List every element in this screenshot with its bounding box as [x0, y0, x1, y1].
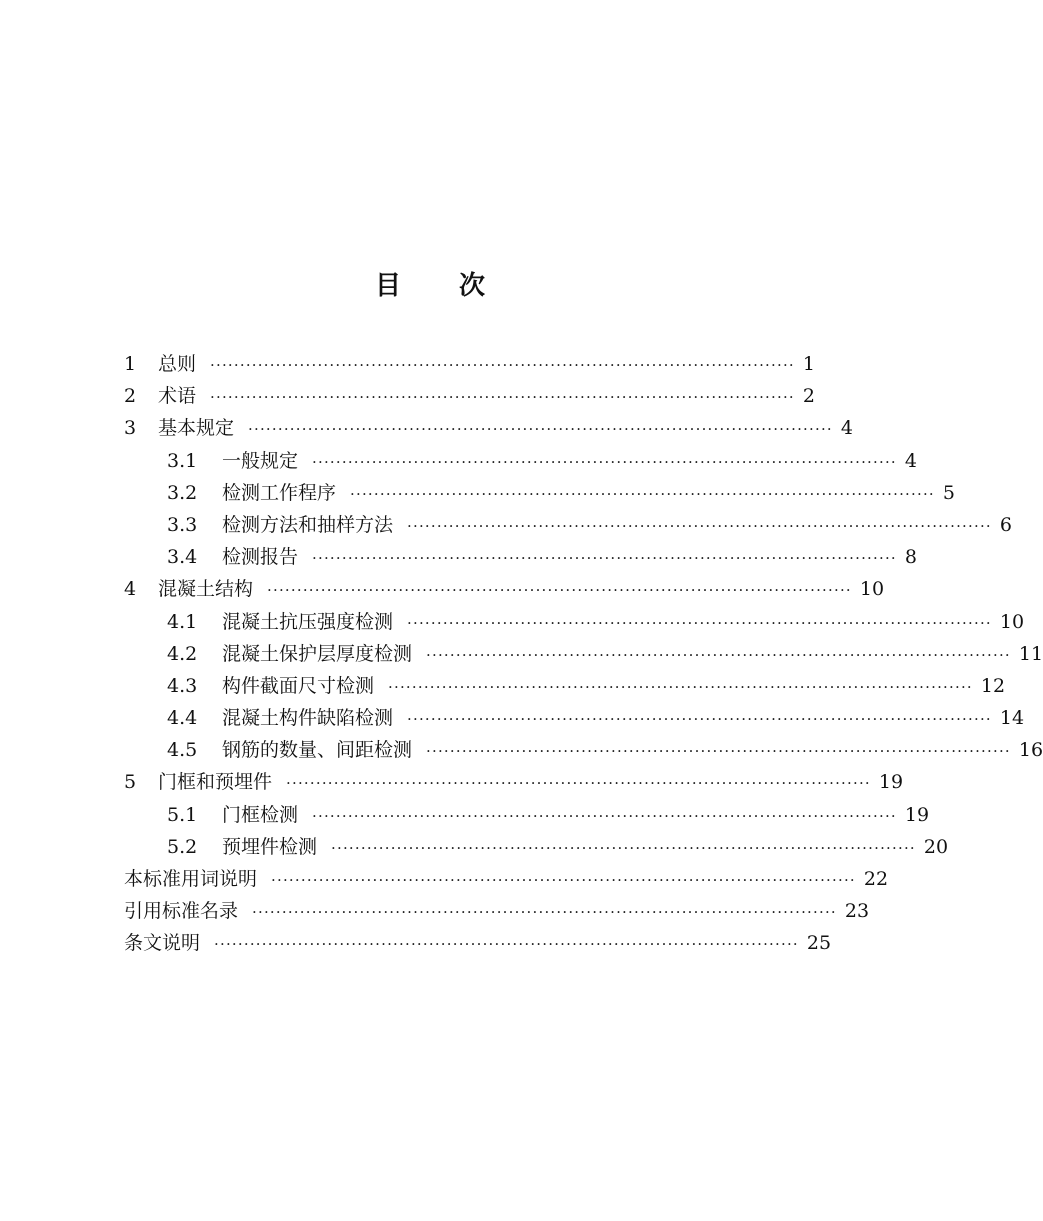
- toc-entry-label: 检测报告: [222, 546, 299, 569]
- toc-entry-label: 混凝土抗压强度检测: [222, 610, 394, 633]
- toc-list: [124, 348, 1043, 960]
- toc-entry-page: 12: [980, 674, 1006, 697]
- toc-entry-label: 门框检测: [222, 803, 299, 826]
- toc-leader-dots: ··································································································: [214, 935, 799, 954]
- toc-entry-page: 25: [806, 932, 832, 955]
- toc-leader-dots: ··································································································: [312, 806, 897, 825]
- toc-leader-dots: ··································································································: [248, 420, 833, 439]
- toc-entry-label: 预埋件检测: [222, 835, 318, 858]
- toc-entry[interactable]: [124, 895, 870, 927]
- toc-entry-page: 22: [863, 868, 889, 890]
- toc-leader-dots: ··································································································: [407, 516, 992, 535]
- toc-entry-label: 混凝土保护层厚度检测: [222, 642, 413, 665]
- toc-entry[interactable]: [124, 670, 1006, 702]
- toc-leader-dots: ··································································································: [312, 549, 897, 568]
- toc-entry[interactable]: [124, 606, 1025, 638]
- toc-entry-number: 3.4: [167, 546, 198, 569]
- toc-entry-number: 5.1: [167, 803, 198, 826]
- toc-leader-dots: ··································································································: [388, 677, 973, 696]
- toc-entry-number: 4.4: [167, 707, 198, 730]
- toc-leader-dots: ··································································································: [271, 871, 856, 889]
- toc-entry-label: 混凝土构件缺陷检测: [222, 707, 394, 730]
- toc-entry[interactable]: [124, 445, 917, 477]
- toc-leader-dots: ··································································································: [407, 710, 992, 729]
- toc-entry-page: 10: [859, 578, 885, 601]
- toc-entry-number: 3: [124, 417, 137, 440]
- toc-leader-dots: ··································································································: [267, 581, 852, 600]
- toc-entry[interactable]: [124, 927, 832, 959]
- toc-entry[interactable]: [124, 799, 930, 831]
- toc-entry-page: 6: [999, 513, 1012, 536]
- toc-entry-label: 检测工作程序: [222, 481, 337, 504]
- toc-leader-dots: ··································································································: [210, 356, 795, 374]
- toc-entry-page: 2: [802, 385, 815, 408]
- toc-leader-dots: ··································································································: [426, 645, 1011, 664]
- toc-entry-number: 3.2: [167, 481, 198, 504]
- toc-entry[interactable]: [124, 573, 885, 605]
- toc-entry-page: 4: [840, 417, 853, 440]
- toc-entry-label: 引用标准名录: [124, 900, 239, 923]
- toc-entry-page: 1: [802, 353, 815, 375]
- toc-entry-label: 术语: [158, 385, 197, 408]
- toc-entry-label: 条文说明: [124, 932, 201, 955]
- toc-leader-dots: ··································································································: [252, 903, 837, 922]
- toc-entry-number: 4.2: [167, 642, 198, 665]
- toc-entry-label: 本标准用词说明: [124, 868, 258, 890]
- toc-entry-page: 19: [878, 771, 904, 794]
- toc-entry-number: 5: [124, 771, 137, 794]
- toc-entry-number: 4.1: [167, 610, 198, 633]
- toc-entry[interactable]: [124, 831, 949, 863]
- toc-entry-number: 4.5: [167, 739, 198, 762]
- toc-entry-page: 23: [844, 900, 870, 923]
- toc-entry[interactable]: [124, 863, 889, 895]
- toc-entry-page: 20: [923, 835, 949, 858]
- toc-entry-page: 16: [1018, 739, 1043, 762]
- toc-leader-dots: ··································································································: [407, 613, 992, 632]
- toc-leader-dots: ··································································································: [312, 452, 897, 471]
- toc-title: [0, 265, 860, 302]
- toc-leader-dots: ··································································································: [331, 838, 916, 857]
- toc-entry-label: 构件截面尺寸检测: [222, 674, 375, 697]
- toc-entry-page: 19: [904, 803, 930, 826]
- toc-entry-number: 4: [124, 578, 137, 601]
- toc-entry[interactable]: [124, 509, 1012, 541]
- toc-entry[interactable]: [124, 702, 1025, 734]
- toc-title-char-1: 目: [374, 271, 401, 302]
- toc-leader-dots: ··································································································: [350, 484, 935, 503]
- toc-entry-label: 检测方法和抽样方法: [222, 513, 394, 536]
- toc-leader-dots: ··································································································: [286, 774, 871, 793]
- toc-entry-number: 2: [124, 385, 137, 408]
- toc-entry-page: 4: [904, 449, 917, 472]
- toc-entry-page: 10: [999, 610, 1025, 633]
- toc-entry-label: 一般规定: [222, 449, 299, 472]
- toc-entry-label: 门框和预埋件: [158, 771, 273, 794]
- toc-entry-number: 3.3: [167, 513, 198, 536]
- toc-entry[interactable]: [124, 541, 917, 573]
- toc-entry-page: 11: [1018, 642, 1043, 665]
- toc-entry[interactable]: [124, 766, 904, 798]
- toc-entry-label: 总则: [158, 353, 197, 375]
- toc-entry-label: 混凝土结构: [158, 578, 254, 601]
- toc-entry[interactable]: [124, 412, 853, 444]
- toc-entry-number: 4.3: [167, 674, 198, 697]
- toc-title-char-2: 次: [459, 271, 486, 302]
- toc-entry-page: 14: [999, 707, 1025, 730]
- toc-entry[interactable]: [124, 734, 1043, 766]
- toc-entry-label: 钢筋的数量、间距检测: [222, 739, 413, 762]
- toc-leader-dots: ··································································································: [210, 388, 795, 407]
- toc-entry-number: 1: [124, 353, 137, 375]
- toc-entry-number: 3.1: [167, 449, 198, 472]
- toc-entry[interactable]: [124, 348, 815, 380]
- toc-entry-page: 5: [942, 481, 955, 504]
- toc-entry-number: 5.2: [167, 835, 198, 858]
- toc-entry-page: 8: [904, 546, 917, 569]
- toc-entry[interactable]: [124, 477, 955, 509]
- toc-leader-dots: ··································································································: [426, 742, 1011, 761]
- toc-entry-label: 基本规定: [158, 417, 235, 440]
- toc-entry[interactable]: [124, 638, 1043, 670]
- toc-entry[interactable]: [124, 380, 815, 412]
